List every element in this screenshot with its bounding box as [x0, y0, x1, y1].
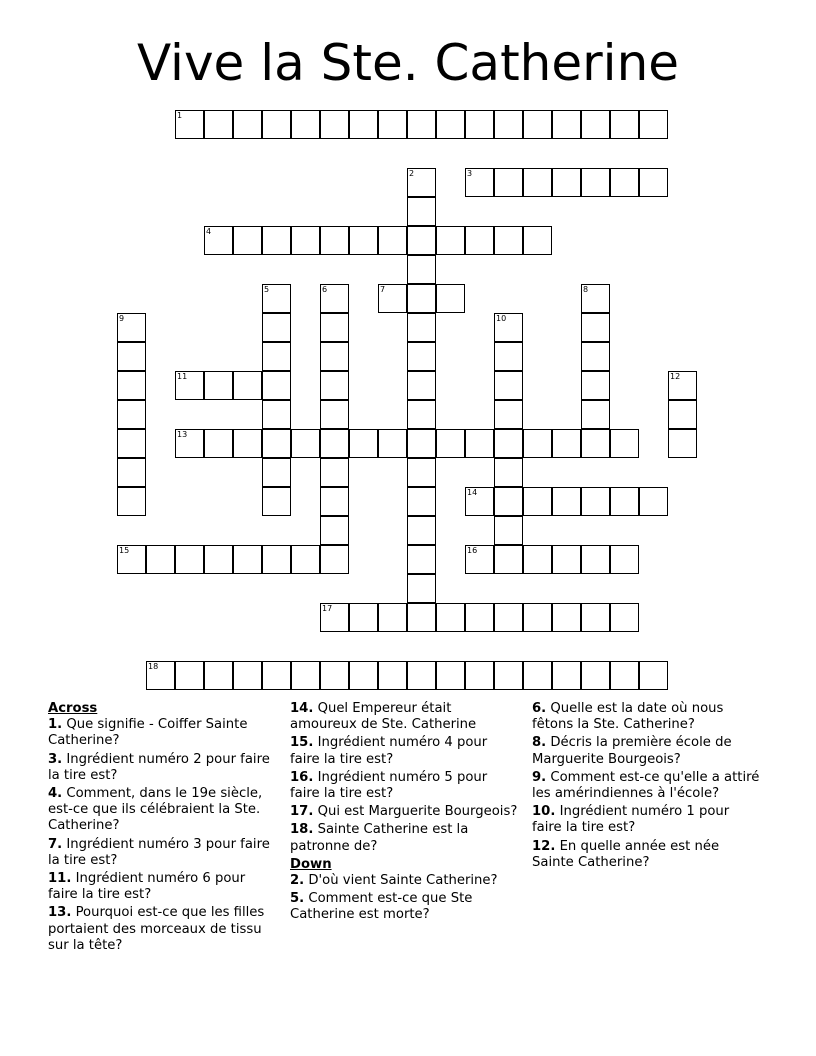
grid-cell[interactable]	[523, 545, 552, 574]
grid-cell[interactable]	[407, 574, 436, 603]
cell-number: 18	[148, 662, 159, 671]
grid-cell[interactable]	[552, 487, 581, 516]
grid-cell[interactable]	[610, 110, 639, 139]
grid-cell[interactable]	[552, 661, 581, 690]
grid-cell[interactable]	[668, 400, 697, 429]
cell-number: 2	[409, 169, 415, 178]
cell-number: 13	[177, 430, 188, 439]
grid-cell[interactable]	[465, 168, 494, 197]
grid-cell[interactable]	[233, 371, 262, 400]
clue-down-9: 9. Comment est-ce qu'elle a attiré les amérindiennes à l'école?	[532, 769, 760, 802]
grid-cell[interactable]	[291, 226, 320, 255]
grid-cell[interactable]	[349, 429, 378, 458]
clue-down-6: 6. Quelle est la date où nous fêtons la Ste. Catherine?	[532, 701, 724, 733]
grid-cell[interactable]	[610, 545, 639, 574]
cell-number: 16	[467, 546, 478, 555]
grid-cell[interactable]	[262, 342, 291, 371]
clue-down-8: 8. Décris la première école de Marguerite Bourgeois?	[532, 735, 732, 767]
clues-column-3	[532, 701, 760, 873]
grid-cell[interactable]	[233, 429, 262, 458]
grid-cell[interactable]	[494, 429, 523, 458]
grid-cell[interactable]	[465, 429, 494, 458]
grid-cell[interactable]	[320, 284, 349, 313]
grid-cell[interactable]	[175, 429, 204, 458]
grid-cell[interactable]	[233, 661, 262, 690]
grid-cell[interactable]	[610, 429, 639, 458]
grid-cell[interactable]	[494, 458, 523, 487]
grid-cell[interactable]	[262, 110, 291, 139]
grid-cell[interactable]	[610, 603, 639, 632]
clue-across-16: 16. Ingrédient numéro 5 pour faire la tire est?	[290, 769, 488, 802]
grid-cell[interactable]	[581, 168, 610, 197]
grid-cell[interactable]	[407, 226, 436, 255]
clue-across-1: 1. Que signifie - Coiffer Sainte Catherine?	[48, 717, 248, 749]
grid-cell[interactable]	[494, 603, 523, 632]
cell-number: 11	[177, 372, 188, 381]
cell-number: 7	[380, 285, 386, 294]
grid-cell[interactable]	[204, 661, 233, 690]
grid-cell[interactable]	[581, 313, 610, 342]
grid-cell[interactable]	[668, 429, 697, 458]
grid-cell[interactable]	[175, 110, 204, 139]
cell-number: 14	[467, 488, 478, 497]
grid-cell[interactable]	[320, 661, 349, 690]
clue-across-13: 13. Pourquoi est-ce que les filles portaient des morceaux de tissu sur la tête?	[48, 905, 265, 953]
grid-cell[interactable]	[581, 110, 610, 139]
grid-cell[interactable]	[436, 603, 465, 632]
grid-cell[interactable]	[204, 545, 233, 574]
clue-down-10: 10. Ingrédient numéro 1 pour faire la tire est?	[532, 804, 730, 836]
cell-number: 9	[119, 314, 125, 323]
clue-across-14: 14. Quel Empereur était amoureux de Ste. Catherine	[290, 701, 477, 733]
grid-cell[interactable]	[320, 110, 349, 139]
cell-number: 5	[264, 285, 270, 294]
grid-cell[interactable]	[523, 429, 552, 458]
clue-down-2: 2. D'où vient Sainte Catherine?	[290, 873, 498, 889]
clues-column-1	[48, 701, 276, 956]
grid-cell[interactable]	[407, 603, 436, 632]
grid-cell[interactable]	[175, 371, 204, 400]
grid-cell[interactable]	[349, 110, 378, 139]
grid-cell[interactable]	[552, 429, 581, 458]
clue-across-11: 11. Ingrédient numéro 6 pour faire la tire est?	[48, 871, 246, 903]
grid-cell[interactable]	[407, 487, 436, 516]
grid-cell[interactable]	[552, 545, 581, 574]
clue-across-15: 15. Ingrédient numéro 4 pour faire la tire est?	[290, 735, 488, 767]
grid-cell[interactable]	[291, 545, 320, 574]
grid-cell[interactable]	[581, 400, 610, 429]
grid-cell[interactable]	[262, 226, 291, 255]
clue-across-18: 18. Sainte Catherine est la patronne de?	[290, 822, 469, 854]
grid-cell[interactable]	[639, 110, 668, 139]
grid-cell[interactable]	[465, 545, 494, 574]
grid-cell[interactable]	[378, 429, 407, 458]
across-heading: Across	[48, 701, 98, 716]
grid-cell[interactable]	[436, 110, 465, 139]
grid-cell[interactable]	[639, 168, 668, 197]
grid-cell[interactable]	[407, 458, 436, 487]
grid-cell[interactable]	[262, 313, 291, 342]
grid-cell[interactable]	[494, 487, 523, 516]
cell-number: 6	[322, 285, 328, 294]
grid-cell[interactable]	[465, 487, 494, 516]
cell-number: 3	[467, 169, 473, 178]
grid-cell[interactable]	[407, 255, 436, 284]
cell-number: 4	[206, 227, 212, 236]
grid-cell[interactable]	[378, 226, 407, 255]
grid-cell[interactable]	[378, 661, 407, 690]
down-heading: Down	[290, 856, 332, 872]
grid-cell[interactable]	[378, 110, 407, 139]
grid-cell[interactable]	[291, 661, 320, 690]
grid-cell[interactable]	[407, 661, 436, 690]
grid-cell[interactable]	[320, 342, 349, 371]
clues-column-2	[290, 701, 518, 926]
grid-cell[interactable]	[494, 400, 523, 429]
grid-cell[interactable]	[407, 168, 436, 197]
grid-cell[interactable]	[407, 313, 436, 342]
grid-cell[interactable]	[494, 371, 523, 400]
grid-cell[interactable]	[233, 545, 262, 574]
cell-number: 17	[322, 604, 333, 613]
grid-cell[interactable]	[349, 226, 378, 255]
cell-number: 12	[670, 372, 681, 381]
grid-cell[interactable]	[465, 226, 494, 255]
grid-cell[interactable]	[465, 661, 494, 690]
cell-number: 15	[119, 546, 130, 555]
grid-cell[interactable]	[581, 284, 610, 313]
grid-cell[interactable]	[552, 110, 581, 139]
grid-cell[interactable]	[639, 661, 668, 690]
grid-cell[interactable]	[407, 197, 436, 226]
grid-cell[interactable]	[117, 371, 146, 400]
grid-cell[interactable]	[117, 342, 146, 371]
grid-cell[interactable]	[320, 400, 349, 429]
grid-cell[interactable]	[407, 429, 436, 458]
clue-across-17: 17. Qui est Marguerite Bourgeois?	[290, 804, 518, 820]
grid-cell[interactable]	[523, 603, 552, 632]
grid-cell[interactable]	[262, 371, 291, 400]
grid-cell[interactable]	[407, 284, 436, 313]
grid-cell[interactable]	[407, 400, 436, 429]
grid-cell[interactable]	[291, 429, 320, 458]
grid-cell[interactable]	[494, 661, 523, 690]
grid-cell[interactable]	[494, 226, 523, 255]
grid-cell[interactable]	[494, 168, 523, 197]
cell-number: 8	[583, 285, 589, 294]
grid-cell[interactable]	[117, 545, 146, 574]
grid-cell[interactable]	[262, 284, 291, 313]
grid-cell[interactable]	[146, 661, 175, 690]
grid-cell[interactable]	[117, 400, 146, 429]
grid-cell[interactable]	[233, 226, 262, 255]
grid-cell[interactable]	[233, 110, 262, 139]
grid-cell[interactable]	[494, 110, 523, 139]
grid-cell[interactable]	[378, 284, 407, 313]
grid-cell[interactable]	[494, 545, 523, 574]
grid-cell[interactable]	[436, 429, 465, 458]
grid-cell[interactable]	[523, 661, 552, 690]
grid-cell[interactable]	[117, 429, 146, 458]
grid-cell[interactable]	[378, 603, 407, 632]
grid-cell[interactable]	[552, 603, 581, 632]
grid-cell[interactable]	[581, 371, 610, 400]
grid-cell[interactable]	[407, 545, 436, 574]
grid-cell[interactable]	[494, 516, 523, 545]
grid-cell[interactable]	[291, 110, 320, 139]
grid-cell[interactable]	[320, 487, 349, 516]
grid-cell[interactable]	[349, 661, 378, 690]
grid-cell[interactable]	[262, 545, 291, 574]
grid-cell[interactable]	[581, 342, 610, 371]
grid-cell[interactable]	[552, 168, 581, 197]
grid-cell[interactable]	[117, 487, 146, 516]
grid-cell[interactable]	[204, 371, 233, 400]
grid-cell[interactable]	[581, 661, 610, 690]
grid-cell[interactable]	[204, 110, 233, 139]
puzzle-title: Vive la Ste. Catherine	[136, 34, 680, 92]
grid-cell[interactable]	[523, 168, 552, 197]
grid-cell[interactable]	[320, 226, 349, 255]
grid-cell[interactable]	[436, 284, 465, 313]
grid-cell[interactable]	[262, 400, 291, 429]
grid-cell[interactable]	[407, 110, 436, 139]
grid-cell[interactable]	[204, 226, 233, 255]
grid-cell[interactable]	[262, 661, 291, 690]
grid-cell[interactable]	[407, 516, 436, 545]
grid-cell[interactable]	[175, 661, 204, 690]
clue-down-5: 5. Comment est-ce que Ste Catherine est morte?	[290, 891, 473, 923]
clue-down-12: 12. En quelle année est née Sainte Catherine?	[532, 838, 720, 870]
grid-cell[interactable]	[320, 458, 349, 487]
grid-cell[interactable]	[465, 110, 494, 139]
grid-cell[interactable]	[320, 429, 349, 458]
grid-cell[interactable]	[262, 429, 291, 458]
grid-cell[interactable]	[581, 603, 610, 632]
grid-cell[interactable]	[146, 545, 175, 574]
grid-cell[interactable]	[349, 603, 378, 632]
grid-cell[interactable]	[494, 342, 523, 371]
grid-cell[interactable]	[320, 516, 349, 545]
grid-cell[interactable]	[407, 371, 436, 400]
grid-cell[interactable]	[117, 313, 146, 342]
grid-cell[interactable]	[320, 545, 349, 574]
grid-cell[interactable]	[668, 371, 697, 400]
grid-cell[interactable]	[523, 226, 552, 255]
grid-cell[interactable]	[610, 168, 639, 197]
grid-cell[interactable]	[436, 226, 465, 255]
grid-cell[interactable]	[523, 110, 552, 139]
grid-cell[interactable]	[581, 545, 610, 574]
grid-cell[interactable]	[262, 458, 291, 487]
grid-cell[interactable]	[320, 603, 349, 632]
grid-cell[interactable]	[262, 487, 291, 516]
grid-cell[interactable]	[436, 661, 465, 690]
clue-across-3: 3. Ingrédient numéro 2 pour faire la tire est?	[48, 751, 270, 783]
grid-cell[interactable]	[175, 545, 204, 574]
grid-cell[interactable]	[639, 487, 668, 516]
grid-cell[interactable]	[610, 487, 639, 516]
grid-cell[interactable]	[494, 313, 523, 342]
grid-cell[interactable]	[610, 661, 639, 690]
grid-cell[interactable]	[523, 487, 552, 516]
grid-cell[interactable]	[581, 487, 610, 516]
grid-cell[interactable]	[204, 429, 233, 458]
grid-cell[interactable]	[320, 313, 349, 342]
clue-across-4: 4. Comment, dans le 19e siècle, est-ce que ils célébraient la Ste. Catherine?	[48, 786, 263, 834]
grid-cell[interactable]	[320, 371, 349, 400]
clue-across-7: 7. Ingrédient numéro 3 pour faire la tire est?	[48, 836, 270, 868]
grid-cell[interactable]	[117, 458, 146, 487]
grid-cell[interactable]	[465, 603, 494, 632]
grid-cell[interactable]	[581, 429, 610, 458]
cell-number: 10	[496, 314, 507, 323]
cell-number: 1	[177, 111, 183, 120]
grid-cell[interactable]	[407, 342, 436, 371]
